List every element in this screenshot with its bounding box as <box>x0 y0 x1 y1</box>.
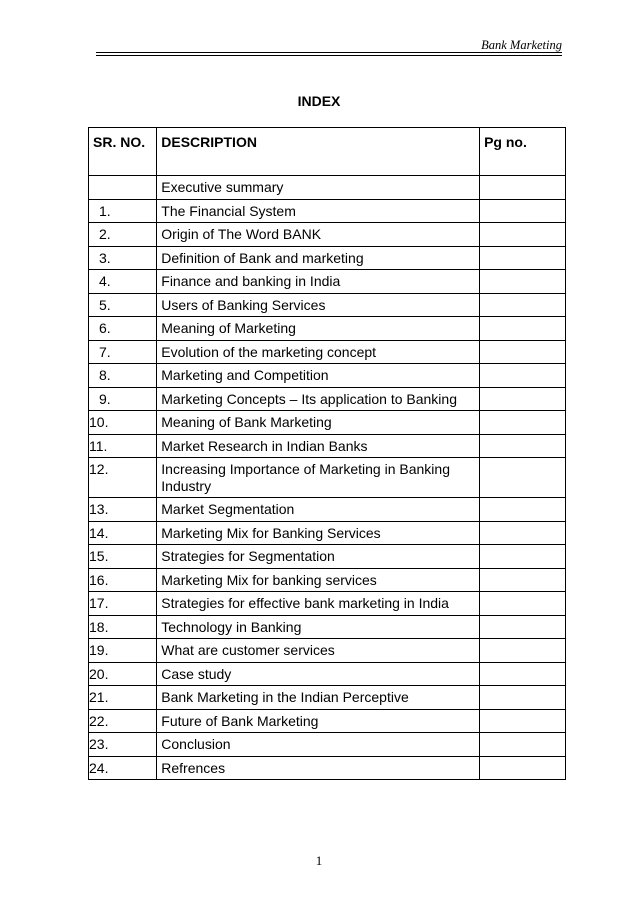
sr-cell-text: 19. <box>89 642 109 658</box>
description-cell-text: Case study <box>161 665 232 682</box>
sr-cell <box>89 434 157 458</box>
sr-cell-text: 24. <box>89 759 109 776</box>
sr-cell <box>89 199 157 223</box>
page-cell <box>480 498 566 522</box>
sr-cell-text: 23. <box>89 736 109 752</box>
description-cell-text: Meaning of Bank Marketing <box>161 414 332 430</box>
sr-cell <box>89 756 157 780</box>
description-cell <box>157 568 480 592</box>
description-cell <box>157 498 480 522</box>
sr-cell <box>89 639 157 663</box>
sr-cell <box>89 411 157 435</box>
table-row <box>89 686 566 710</box>
sr-cell-text: 5. <box>99 296 111 313</box>
description-cell <box>157 709 480 733</box>
page-cell <box>480 756 566 780</box>
sr-cell <box>89 662 157 686</box>
description-cell <box>157 317 480 341</box>
page-cell <box>480 615 566 639</box>
page-cell <box>480 434 566 458</box>
page-cell <box>480 521 566 545</box>
page-cell <box>480 733 566 757</box>
sr-cell-text: 11. <box>89 437 108 454</box>
table-row <box>89 293 566 317</box>
description-cell <box>157 756 480 780</box>
sr-cell-text: 1. <box>99 202 111 219</box>
description-cell-text: Bank Marketing in the Indian Perceptive <box>161 689 409 705</box>
description-cell-text: Market Segmentation <box>161 501 295 517</box>
description-cell <box>157 340 480 364</box>
sr-cell-text: 2. <box>99 226 111 242</box>
description-cell <box>157 387 480 411</box>
description-cell <box>157 615 480 639</box>
column-header-page-no: Pg no. <box>480 128 566 176</box>
description-cell <box>157 592 480 616</box>
description-cell <box>157 686 480 710</box>
table-row <box>89 199 566 223</box>
page-cell <box>480 340 566 364</box>
page-cell <box>480 246 566 270</box>
table-row <box>89 411 566 435</box>
page-cell <box>480 387 566 411</box>
running-header: Bank Marketing <box>481 38 562 52</box>
page-cell <box>480 364 566 388</box>
sr-cell-text: 22. <box>89 712 109 729</box>
sr-cell-text: 10. <box>89 414 109 430</box>
sr-cell-text: 9. <box>99 390 111 407</box>
table-row <box>89 223 566 247</box>
table-row <box>89 176 566 200</box>
description-cell-text: Definition of Bank and marketing <box>161 249 364 266</box>
description-cell-text: Origin of The Word BANK <box>161 226 322 242</box>
column-header-sr-no: SR. NO. <box>89 128 157 176</box>
sr-cell <box>89 592 157 616</box>
description-cell-text: What are customer services <box>161 642 335 658</box>
page-cell <box>480 686 566 710</box>
table-row <box>89 639 566 663</box>
sr-cell <box>89 458 157 498</box>
sr-cell <box>89 176 157 200</box>
description-cell-text: Finance and banking in India <box>161 273 341 289</box>
sr-cell-text: 6. <box>99 320 111 336</box>
sr-cell-text: 8. <box>99 367 111 383</box>
page-cell <box>480 568 566 592</box>
description-cell-text: Meaning of Marketing <box>161 320 296 336</box>
description-cell-text: Executive summary <box>161 179 284 195</box>
sr-cell-text: 14. <box>89 524 109 541</box>
table-row <box>89 733 566 757</box>
sr-cell-text: 13. <box>89 501 109 517</box>
sr-cell <box>89 293 157 317</box>
sr-cell <box>89 615 157 639</box>
description-cell-text: Marketing Mix for banking services <box>161 571 377 588</box>
description-cell <box>157 434 480 458</box>
table-header-row <box>89 128 566 176</box>
page-cell <box>480 709 566 733</box>
sr-cell <box>89 545 157 569</box>
table-row <box>89 387 566 411</box>
sr-cell <box>89 686 157 710</box>
description-cell-text: Marketing Mix for Banking Services <box>161 524 381 541</box>
page-cell <box>480 411 566 435</box>
description-cell-text: Future of Bank Marketing <box>161 712 319 729</box>
page-cell <box>480 223 566 247</box>
page-cell <box>480 293 566 317</box>
sr-cell <box>89 709 157 733</box>
description-cell-text: Refrences <box>161 759 226 776</box>
description-cell-text: Users of Banking Services <box>161 296 326 313</box>
description-cell <box>157 733 480 757</box>
table-row <box>89 615 566 639</box>
sr-cell <box>89 521 157 545</box>
sr-cell <box>89 223 157 247</box>
table-row <box>89 317 566 341</box>
page-cell <box>480 662 566 686</box>
page-title: INDEX <box>297 93 341 109</box>
header-rule <box>96 52 562 53</box>
table-row <box>89 662 566 686</box>
sr-cell <box>89 733 157 757</box>
description-cell <box>157 176 480 200</box>
table-row <box>89 521 566 545</box>
sr-cell-text: 16. <box>89 571 109 588</box>
sr-cell-text <box>93 179 99 195</box>
table-row <box>89 568 566 592</box>
sr-cell-text: 12. <box>89 461 109 477</box>
table-row <box>89 364 566 388</box>
sr-cell <box>89 340 157 364</box>
sr-cell-text: 21. <box>89 689 109 705</box>
description-cell-text: Strategies for effective bank marketing in India <box>161 595 449 611</box>
column-header-description: DESCRIPTION <box>157 128 480 176</box>
table-row <box>89 246 566 270</box>
description-cell-text: Conclusion <box>161 736 231 752</box>
page-cell <box>480 545 566 569</box>
description-cell <box>157 411 480 435</box>
sr-cell <box>89 568 157 592</box>
description-cell-text: Marketing Concepts – Its application to Banking <box>161 390 457 407</box>
sr-cell-text: 7. <box>99 343 111 360</box>
table-row <box>89 458 566 498</box>
sr-cell <box>89 270 157 294</box>
page-number: 1 <box>315 853 323 868</box>
description-cell-text: Market Research in Indian Banks <box>161 437 368 454</box>
page-cell <box>480 270 566 294</box>
description-cell-text: Marketing and Competition <box>161 367 329 383</box>
description-cell-text: Increasing Importance of Marketing in Banking Industry <box>161 461 450 494</box>
page-cell <box>480 199 566 223</box>
table-row <box>89 498 566 522</box>
description-cell-text: Strategies for Segmentation <box>161 548 335 564</box>
description-cell-text: Evolution of the marketing concept <box>161 343 377 360</box>
description-cell <box>157 246 480 270</box>
description-cell <box>157 545 480 569</box>
sr-cell-text: 15. <box>89 548 109 564</box>
index-table <box>88 127 566 780</box>
description-cell-text: The Financial System <box>161 202 296 219</box>
description-cell <box>157 364 480 388</box>
sr-cell <box>89 498 157 522</box>
sr-cell-text: 3. <box>99 249 111 266</box>
description-cell <box>157 662 480 686</box>
sr-cell-text: 17. <box>89 595 109 611</box>
header-rule <box>96 55 562 56</box>
sr-cell <box>89 364 157 388</box>
sr-cell-text: 4. <box>99 273 111 289</box>
description-cell <box>157 199 480 223</box>
sr-cell <box>89 317 157 341</box>
table-row <box>89 545 566 569</box>
description-cell <box>157 458 480 498</box>
page-cell <box>480 176 566 200</box>
description-cell <box>157 293 480 317</box>
page-cell <box>480 317 566 341</box>
sr-cell-text: 18. <box>89 618 109 635</box>
description-cell <box>157 270 480 294</box>
page-cell <box>480 639 566 663</box>
table-row <box>89 270 566 294</box>
page-cell <box>480 458 566 498</box>
sr-cell-text: 20. <box>89 665 109 682</box>
table-row <box>89 756 566 780</box>
page-cell <box>480 592 566 616</box>
description-cell <box>157 521 480 545</box>
sr-cell <box>89 387 157 411</box>
table-row <box>89 592 566 616</box>
table-row <box>89 434 566 458</box>
description-cell <box>157 639 480 663</box>
table-row <box>89 709 566 733</box>
description-cell <box>157 223 480 247</box>
table-row <box>89 340 566 364</box>
description-cell-text: Technology in Banking <box>161 618 302 635</box>
sr-cell <box>89 246 157 270</box>
